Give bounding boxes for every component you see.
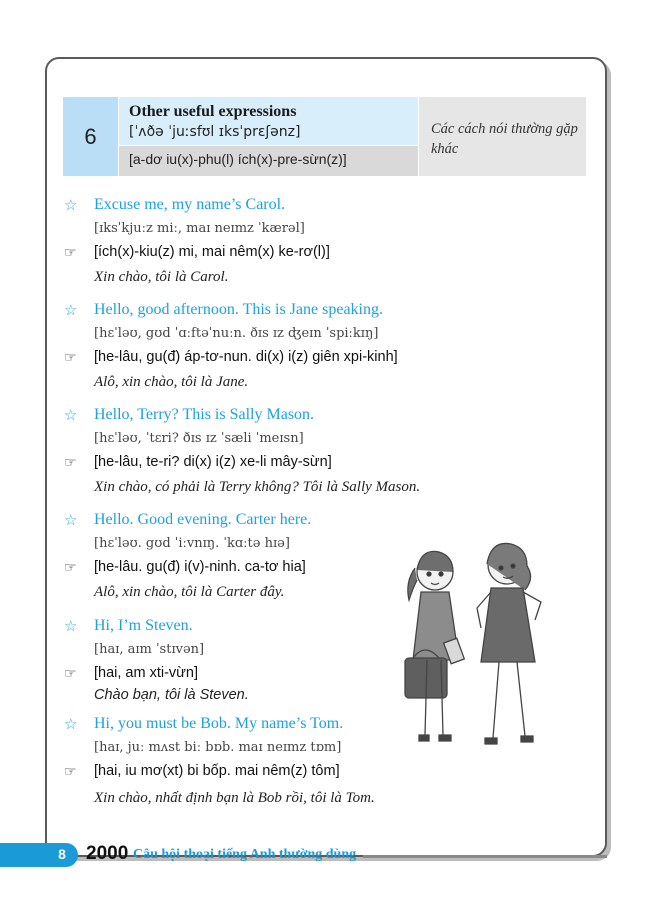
section-title-vietnamese: Các cách nói thường gặp khác (431, 121, 578, 157)
pointing-hand-icon: ☞ (64, 350, 77, 366)
two-girls-illustration (395, 530, 565, 760)
star-outline-icon: ☆ (64, 511, 78, 529)
right-girl-figure (477, 543, 541, 744)
vietnamese-pronunciation: [hai, iu mơ(xt) bi bốp. mai nêm(z) tôm] (94, 763, 340, 779)
pointing-hand-icon: ☞ (64, 764, 77, 780)
english-phrase: Excuse me, my name’s Carol. (94, 196, 286, 213)
star-outline-icon: ☆ (64, 617, 78, 635)
book-number: 2000 (86, 843, 129, 864)
vietnamese-translation: Xin chào, nhất định bạn là Bob rồi, tôi là Tom. (94, 790, 375, 806)
vietnamese-translation: Xin chào, có phải là Terry không? Tôi là Sally Mason. (94, 479, 421, 495)
section-title-pronunciation: [a-dơ iu(x)-phu(l) ích(x)-pre-sừn(z)] (129, 151, 347, 167)
section-header (63, 97, 586, 176)
star-outline-icon: ☆ (64, 301, 78, 319)
star-outline-icon: ☆ (64, 715, 78, 733)
english-phrase: Hi, you must be Bob. My name’s Tom. (94, 715, 344, 732)
pointing-hand-icon: ☞ (64, 245, 77, 261)
section-pronunciation-cell (119, 146, 418, 176)
page-number: 8 (58, 846, 66, 862)
footer-rule (363, 855, 607, 858)
page-footer (0, 843, 650, 873)
english-phrase: Hello, good afternoon. This is Jane speaking. (94, 301, 383, 318)
section-title-block (119, 97, 418, 176)
section-title-ipa: [ˈʌðə ˈjuːsfʊl ɪksˈprɛʃənz] (129, 124, 301, 140)
vietnamese-translation: Alô, xin chào, tôi là Carter đây. (94, 584, 285, 600)
section-title-cell (119, 97, 418, 145)
left-girl-figure (405, 551, 464, 741)
vietnamese-translation: Chào bạn, tôi là Steven. (94, 687, 249, 703)
ipa-transcription: [haɪ, juː mʌst biː bɒb. maɪ neɪmz tɒm] (94, 740, 342, 755)
star-outline-icon: ☆ (64, 406, 78, 424)
section-number: 6 (63, 97, 118, 176)
english-phrase: Hi, I’m Steven. (94, 617, 193, 634)
ipa-transcription: [haɪ, aɪm ˈstɪvən] (94, 642, 205, 657)
ipa-transcription: [hɛˈləʊ. gʊd ˈiːvnɪŋ. ˈkɑːtə hɪə] (94, 536, 290, 551)
ipa-transcription: [ɪksˈkjuːz miː, maɪ neɪmz ˈkærəl] (94, 221, 305, 236)
english-phrase: Hello, Terry? This is Sally Mason. (94, 406, 315, 423)
vietnamese-translation: Alô, xin chào, tôi là Jane. (94, 374, 249, 390)
star-outline-icon: ☆ (64, 196, 78, 214)
vietnamese-pronunciation: [hai, am xti-vừn] (94, 665, 198, 681)
vietnamese-pronunciation: [he-lâu. gu(đ) i(v)-ninh. ca-tơ hia] (94, 559, 306, 575)
pointing-hand-icon: ☞ (64, 455, 77, 471)
book-title: Câu hội thoại tiếng Anh thường dùng (133, 847, 357, 862)
vietnamese-translation: Xin chào, tôi là Carol. (94, 269, 229, 285)
section-title: Other useful expressions (129, 103, 297, 120)
pointing-hand-icon: ☞ (64, 560, 77, 576)
pointing-hand-icon: ☞ (64, 666, 77, 682)
ipa-transcription: [hɛˈləʊ, ˈtɛri? ðɪs ɪz ˈsæli ˈmeɪsn] (94, 431, 304, 446)
vietnamese-pronunciation: [he-lâu, te-ri? di(x) i(z) xe-li mây-sừn] (94, 454, 332, 470)
section-translation-cell (419, 97, 586, 176)
english-phrase: Hello. Good evening. Carter here. (94, 511, 312, 528)
vietnamese-pronunciation: [ích(x)-kiu(z) mi, mai nêm(x) ke-rơ(l)] (94, 244, 330, 260)
ipa-transcription: [hɛˈləʊ, gʊd ˈɑːftəˈnuːn. ðɪs ɪz ʤeɪn ˈspiːkɪŋ] (94, 326, 379, 341)
vietnamese-pronunciation: [he-lâu, gu(đ) áp-tơ-nun. di(x) i(z) giên xpi-kinh] (94, 349, 398, 365)
